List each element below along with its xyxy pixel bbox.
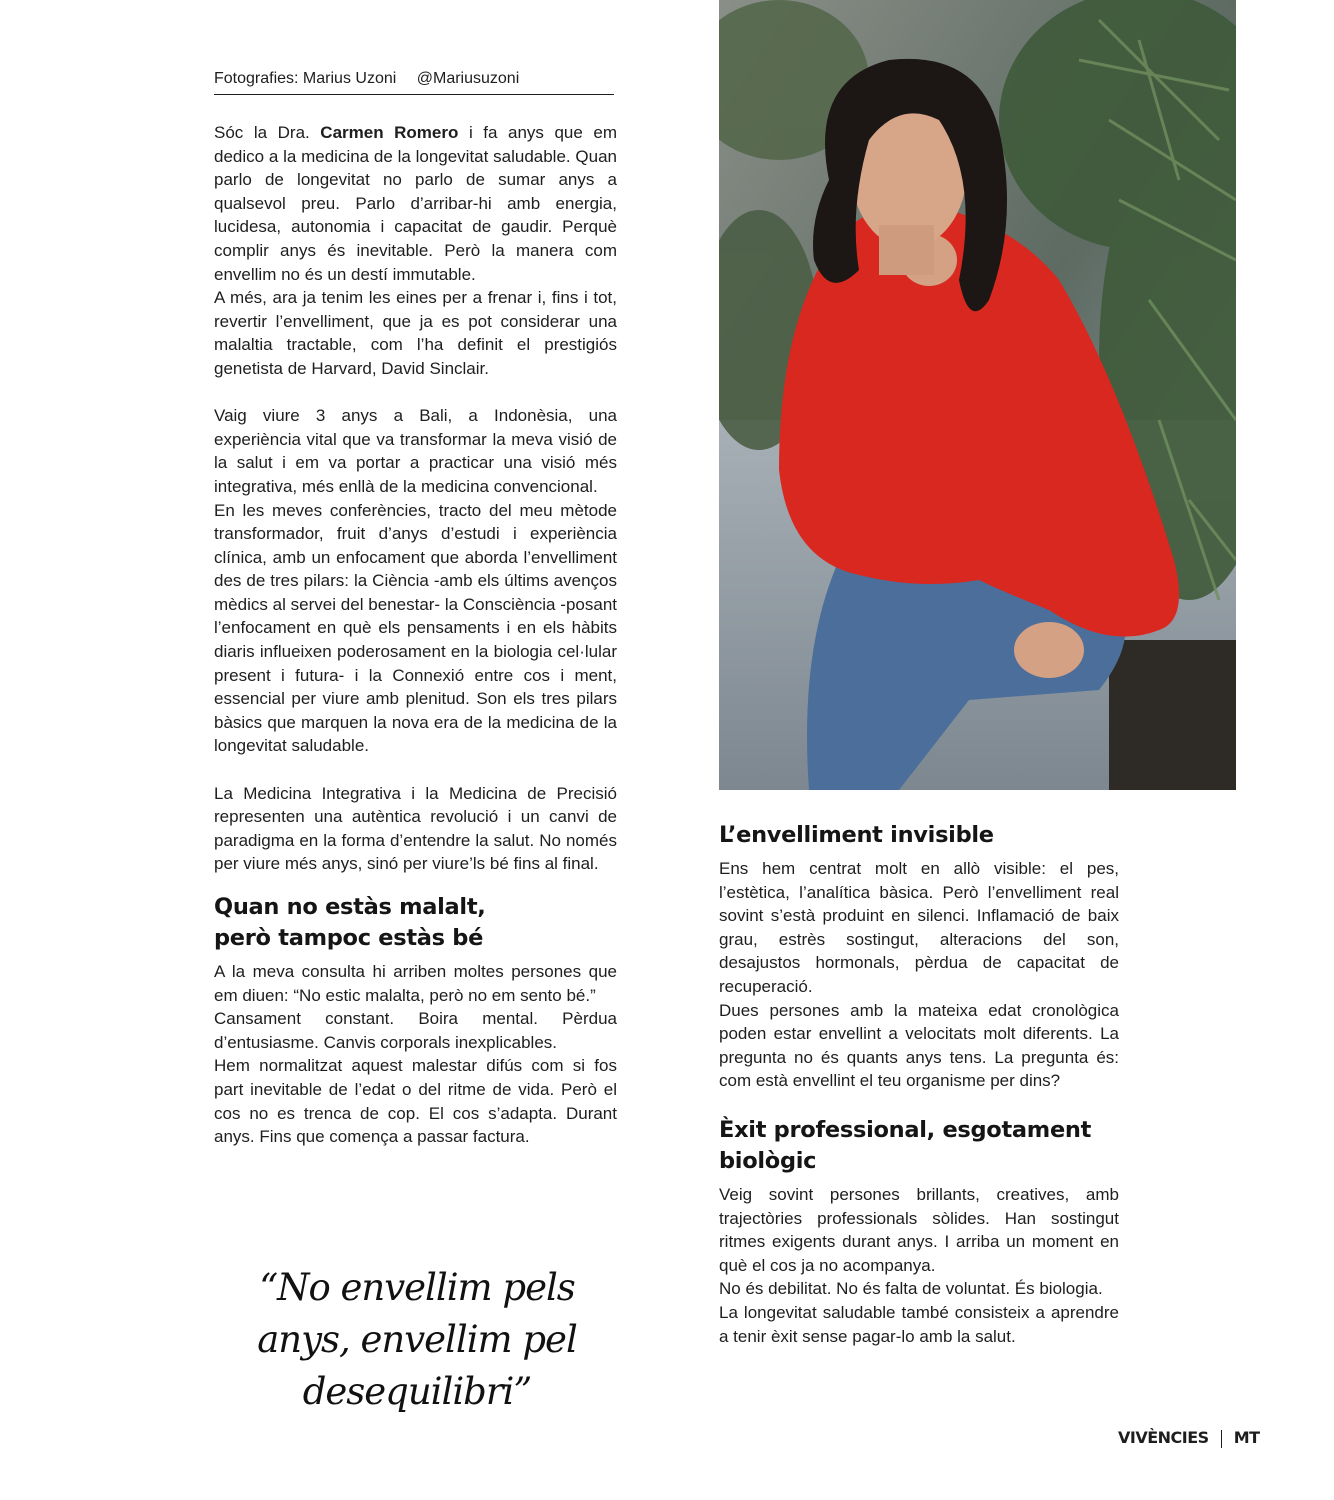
paragraph: Hem normalitzat aquest malestar difús com si fos part inevitable de l’edat o del ritme de vida. Però el cos no es trenca de cop. El cos s’adapta. Durant anys. Fins que comença a passar factura. xyxy=(214,1056,617,1147)
magazine-label: MT xyxy=(1233,1428,1260,1447)
paragraph: Dues persones amb la mateixa edat cronològica poden estar envellint a velocitats molt diferents. La pregunta no és quants anys tens. La pregunta és: com està envellint el teu organisme per dins? xyxy=(719,1000,1119,1091)
intro-text xyxy=(214,121,617,876)
section-text xyxy=(719,1183,1119,1348)
paragraph: Cansament constant. Boira mental. Pèrdua d’entusiasme. Canvis corporals inexplicables. xyxy=(214,1009,617,1052)
photo-credits xyxy=(214,68,614,95)
section-heading: Èxit professional, esgotament biològic xyxy=(719,1116,1092,1174)
paragraph xyxy=(214,121,617,286)
section-label: VIVÈNCIES xyxy=(1118,1428,1209,1447)
photo-credit-label: Fotografies: Marius Uzoni xyxy=(214,70,397,87)
footer-divider xyxy=(1221,1430,1222,1448)
paragraph: La Medicina Integrativa i la Medicina de Precisió representen una autèntica revolució i un canvi de paradigma en la forma d’entendre la salut. No només per viure més anys, sinó per viure’ls bé fins al final. xyxy=(214,783,617,874)
pull-quote: “No envellim pels anys, envellim pel desequilibri” xyxy=(257,1266,577,1413)
paragraph-text: Sóc la Dra. xyxy=(214,123,321,142)
section-heading: Quan no estàs malalt, però tampoc estàs bé xyxy=(214,894,486,951)
paragraph: No és debilitat. No és falta de voluntat. És biologia. xyxy=(719,1279,1103,1299)
paragraph: Vaig viure 3 anys a Bali, a Indonèsia, una experiència vital que va transformar la meva visió de la salut i em va portar a practicar una visió més integrativa, més enllà de la medicina convencional. xyxy=(214,406,617,496)
paragraph: Veig sovint persones brillants, creatives, amb trajectòries professionals sòlides. Han sostingut ritmes exigents durant anys. I arriba un moment en què el cos ja no acompanya. xyxy=(719,1184,1119,1275)
portrait-photo xyxy=(719,0,1236,790)
section-heading: L’envelliment invisible xyxy=(719,822,994,848)
page-footer xyxy=(1118,1428,1260,1448)
section-text xyxy=(214,960,617,1149)
paragraph: A més, ara ja tenim les eines per a frenar i, fins i tot, revertir l’envelliment, que ja es pot considerar una malaltia tractable, com l’ha definit el prestigiós genetista de Harvard, David Sinclair. xyxy=(214,288,617,378)
section-text xyxy=(719,857,1119,1093)
left-column xyxy=(214,68,617,1149)
portrait-illustration xyxy=(719,0,1236,790)
paragraph: A la meva consulta hi arriben moltes persones que em diuen: “No estic malalta, però no em sento bé.” xyxy=(214,962,617,1005)
paragraph-text: i fa anys que em dedico a la medicina de la longevitat saludable. Quan parlo de longevitat no parlo de sumar anys a qualsevol preu. Parlo d’arribar-hi amb energia, lucidesa, autonomia i capacitat de gaudir. Perquè complir anys és inevitable. Però la manera com envellim no és un destí immutable. xyxy=(214,123,617,284)
author-name: Carmen Romero xyxy=(320,123,459,142)
paragraph: Ens hem centrat molt en allò visible: el pes, l’estètica, l’analítica bàsica. Però l’envelliment real sovint s’està produint en silenci. Inflamació de baix grau, estrès sostingut, alteracions del son, desajustos hormonals, pèrdua de capacitat de recuperació. xyxy=(719,859,1119,996)
paragraph: En les meves conferències, tracto del meu mètode transformador, fruit d’anys d’estudi i experiència clínica, amb un enfocament que aborda l’envelliment des de tres pilars: la Ciència -amb els últims avenços mèdics al servei del benestar- la Consciència -posant l’enfocament en què els pensaments i en els hàbits diaris influeixen poderosament en la biologia cel·lular present i futura- i la Connexió entre cos i ment, essencial per viure amb plenitud. Son els tres pilars bàsics que marquen la nova era de la medicina de la longevitat saludable. xyxy=(214,500,617,756)
paragraph: La longevitat saludable també consisteix a aprendre a tenir èxit sense pagar-lo amb la salut. xyxy=(719,1302,1119,1346)
photo-credit-handle: @Mariusuzoni xyxy=(416,70,520,87)
right-column xyxy=(719,820,1119,1348)
